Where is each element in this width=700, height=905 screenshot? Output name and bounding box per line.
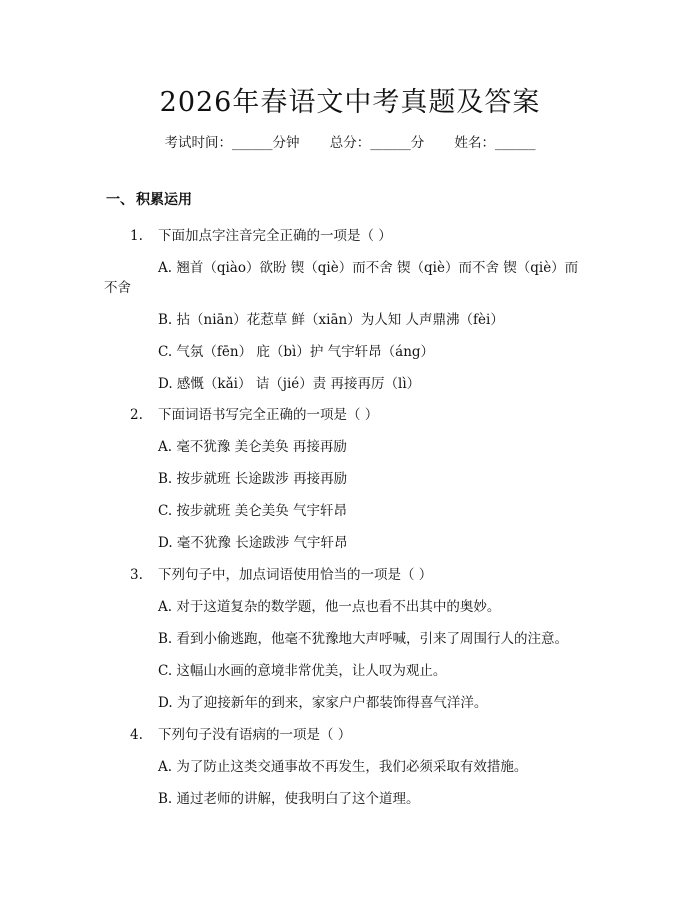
exam-name-field: 姓名：______ [454, 135, 536, 151]
question-number: 2. [130, 407, 143, 423]
option-line: B. 通过老师的讲解，使我明白了这个道理。 [158, 791, 420, 807]
question-text: 下面加点字注音完全正确的一项是（ ） [158, 228, 392, 244]
question-text: 下列句子没有语病的一项是（ ） [158, 727, 352, 743]
question-number: 3. [130, 567, 143, 583]
option-line: B. 看到小偷逃跑，他毫不犹豫地大声呼喊，引来了周围行人的注意。 [158, 631, 569, 647]
option-line: D. 毫不犹豫 长途跋涉 气宇轩昂 [158, 535, 348, 551]
exam-score-field: 总分：______分 [329, 135, 425, 151]
question-stem [130, 563, 432, 583]
option-line: C. 气氛（fēn） 庇（bì）护 气宇轩昂（áng） [158, 344, 435, 360]
option-line: C. 按步就班 美仑美奂 气宇轩昂 [158, 503, 348, 519]
question-number: 4. [130, 727, 143, 743]
option-line: C. 这幅山水画的意境非常优美，让人叹为观止。 [158, 663, 447, 679]
exam-meta [0, 131, 700, 151]
option-line: A. 为了防止这类交通事故不再发生，我们必须采取有效措施。 [158, 759, 528, 775]
option-line: A. 毫不犹豫 美仑美奂 再接再励 [158, 439, 347, 455]
option-line: B. 拈（niān）花惹草 鲜（xiān）为人知 人声鼎沸（fèi） [158, 312, 504, 328]
exam-time-field: 考试时间：______分钟 [164, 135, 300, 151]
question-number: 1. [130, 228, 143, 244]
option-line-wrap: 不舍 [104, 280, 131, 296]
option-line: A. 对于这道复杂的数学题，他一点也看不出其中的奥妙。 [158, 599, 501, 615]
question-text: 下面词语书写完全正确的一项是（ ） [158, 407, 379, 423]
section-heading [106, 189, 192, 209]
question-text: 下列句子中，加点词语使用恰当的一项是（ ） [158, 567, 433, 583]
section-title: 积累运用 [136, 192, 192, 208]
option-line: A. 翘首（qiào）欲盼 锲（qiè）而不舍 锲（qiè）而不舍 锲（qiè）而 [158, 260, 579, 276]
option-line: D. 感慨（kǎi） 诘（jié）责 再接再厉（lì） [158, 376, 421, 392]
question-stem [130, 224, 392, 244]
option-line: D. 为了迎接新年的到来，家家户户都装饰得喜气洋洋。 [158, 695, 488, 711]
question-stem [130, 723, 351, 743]
page-title: 2026年春语文中考真题及答案 [159, 87, 541, 118]
section-number: 一、 [106, 192, 134, 208]
question-stem [130, 403, 378, 423]
option-line: B. 按步就班 长途跋涉 再接再励 [158, 471, 348, 487]
